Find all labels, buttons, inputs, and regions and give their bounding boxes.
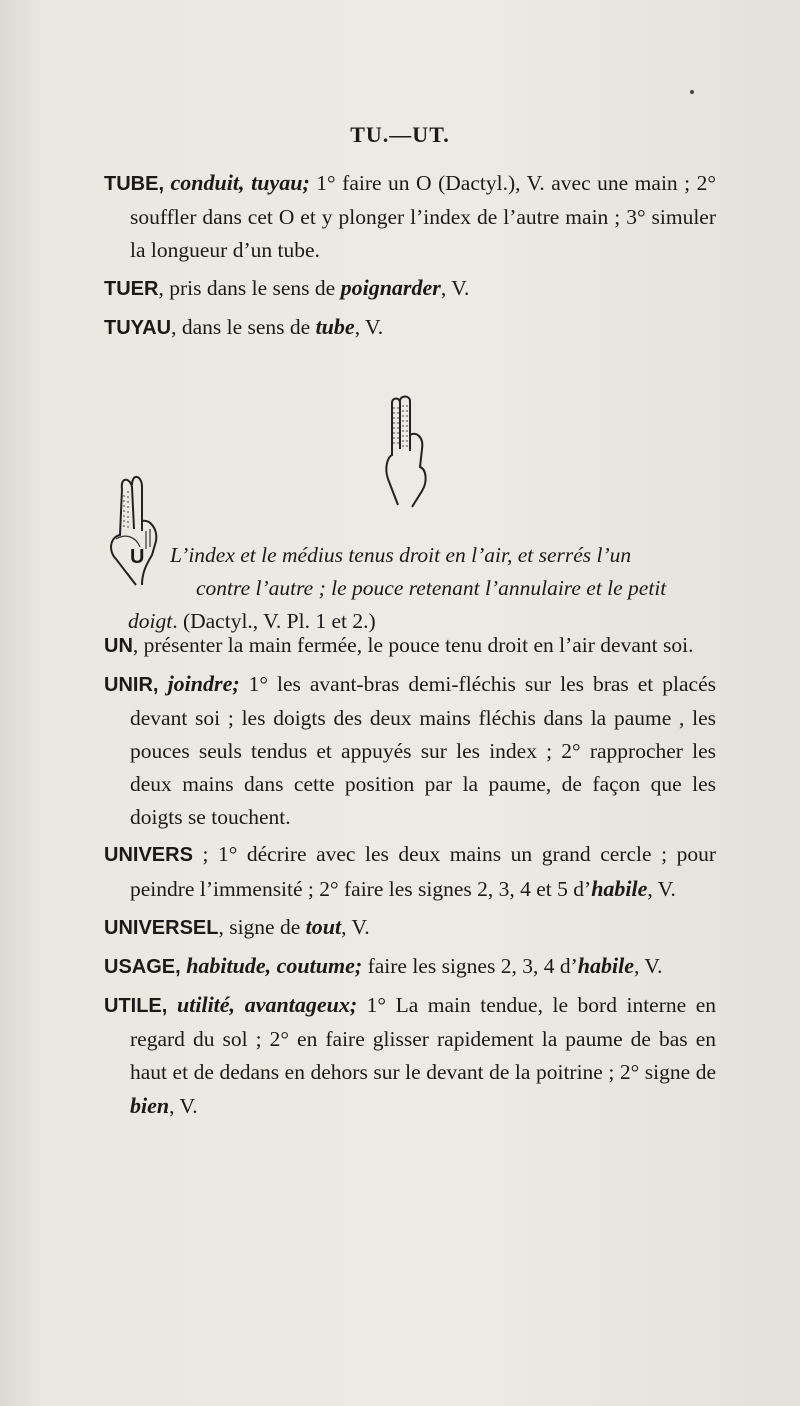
entry-un: UN, présenter la main fermée, le pouce tenu droit en l’air devant soi. [104, 633, 694, 657]
sign-letter: U [130, 546, 145, 568]
entry-unir: UNIR, joindre; 1° les avant-bras demi-fléchis sur les bras et placés devant soi ; les doigts des deux mains fléchis dans la paume , les pouces seuls tendus et appuyés sur les index ; 2° rapprocher les deux mains dans cette position par la paume, de façon que les doigts se touchent. [104, 671, 716, 829]
hand-u-front-illustration [378, 395, 442, 511]
entry-tube: TUBE, conduit, tuyau; 1° faire un O (Dactyl.), V. avec une main ; 2° souffler dans cet O et y plonger l’index de l’autre main ; 3° simuler la longueur d’un tube. [104, 170, 717, 262]
entry-tuyau: TUYAU, dans le sens de tube, V. [104, 314, 384, 339]
entry-universel: UNIVERSEL, signe de tout, V. [104, 914, 370, 939]
running-header: TU.—UT. [350, 122, 450, 147]
entry-tuer: TUER, pris dans le sens de poignarder, V. [104, 275, 470, 300]
entry-usage: USAGE, habitude, coutume; faire les signes 2, 3, 4 d’habile, V. [104, 953, 663, 978]
ink-speck [690, 90, 694, 94]
dictionary-entries [104, 166, 716, 1127]
sign-description: L’index et le médius tenus droit en l’air, et serrés l’un contre l’autre ; le pouce retenant l’annulaire et le petit doigt. (Dactyl., V. Pl. 1 et 2.) [128, 543, 667, 633]
entry-utile: UTILE, utilité, avantageux; 1° La main tendue, le bord interne en regard du sol ; 2° en faire glisser rapidement la paume de bas en haut et de dedans en dehors sur le devant de la poitrine ; 2° signe de bien, V. [104, 992, 717, 1118]
entry-univers: UNIVERS ; 1° décrire avec les deux mains un grand cercle ; pour peindre l’immensité ; 2° faire les signes 2, 3, 4 et 5 d’habile, V. [104, 842, 716, 901]
letter-u-sign [104, 349, 716, 633]
